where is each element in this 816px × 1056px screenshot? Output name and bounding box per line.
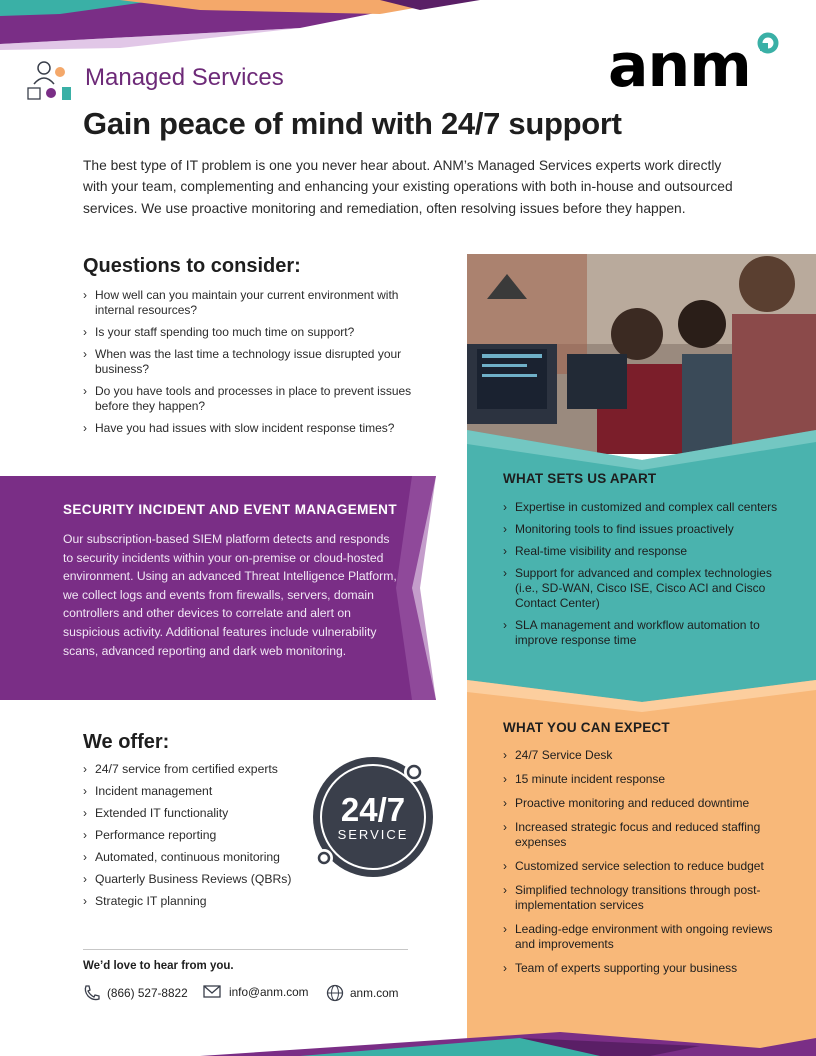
bullet-chevron-icon: › [503,883,507,897]
list-item: › When was the last time a technology issue disrupted your business? [83,347,402,376]
contact-divider [83,949,408,950]
bullet-chevron-icon: › [503,922,507,936]
list-item: › Leading-edge environment with ongoing reviews and improvements [503,922,773,951]
siem-heading: SECURITY INCIDENT AND EVENT MANAGEMENT [63,502,397,517]
bullet-chevron-icon: › [503,618,507,632]
badge-label: SERVICE [337,827,409,842]
list-item: › Is your staff spending too much time on support? [83,325,355,339]
questions-heading: Questions to consider: [83,255,301,277]
questions-list [83,288,413,443]
list-item: › How well can you maintain your current environment with internal resources? [83,288,399,317]
bullet-chevron-icon: › [83,850,87,864]
bullet-chevron-icon: › [503,820,507,834]
list-item: › Extended IT functionality [83,806,229,820]
bullet-chevron-icon: › [503,796,507,810]
bullet-chevron-icon: › [503,859,507,873]
logo-wordmark: anm [608,32,751,92]
list-item: › Incident management [83,784,213,798]
team-photo [467,254,816,454]
bullet-chevron-icon: › [83,384,87,398]
offer-list [83,762,291,916]
list-item: › 15 minute incident response [503,772,666,786]
bullet-chevron-icon: › [503,566,507,580]
phone-icon [83,984,101,1002]
bullet-chevron-icon: › [503,500,507,514]
list-item: › Support for advanced and complex technologies (i.e., SD-WAN, Cisco ISE, Cisco ACI and Cisco Contact Center) [503,566,772,610]
apart-section [503,471,778,648]
bullet-chevron-icon: › [83,828,87,842]
expect-heading: WHAT YOU CAN EXPECT [503,720,670,735]
list-item: › Quarterly Business Reviews (QBRs) [83,872,292,886]
bullet-chevron-icon: › [503,772,507,786]
bullet-chevron-icon: › [503,522,507,536]
bullet-chevron-icon: › [503,961,507,975]
list-item: › Real-time visibility and response [503,544,688,558]
page-title: Gain peace of mind with 24/7 support [83,106,622,141]
web-text: anm.com [350,986,399,1000]
siem-body: Our subscription-based SIEM platform detects and responds to security incidents within your on-premise or cloud-hosted environment. Using an advanced Threat Intelligence Platform, we collect logs and events from firewalls, servers, domain controllers and other devices to correlate and alert on suspicious activity. Additional features include vulnerability scans, advanced reporting and dark web monitoring. [63,532,397,658]
intro-paragraph: The best type of IT problem is one you never hear about. ANM’s Managed Services experts work directly with your team, complementing and enhancing your existing operations with both in-house and outsourced services. We use proactive monitoring and remediation, often resolving issues before they happen. [83,158,733,216]
bullet-chevron-icon: › [503,748,507,762]
bullet-chevron-icon: › [83,347,87,361]
managed-services-icon [26,58,76,104]
bullet-chevron-icon: › [83,288,87,302]
offer-heading: We offer: [83,731,170,753]
service-badge [306,750,440,884]
list-item: › Increased strategic focus and reduced staffing expenses [503,820,761,849]
list-item: › Have you had issues with slow incident response times? [83,421,395,435]
contact-phone[interactable] [83,984,188,1002]
list-item: › Team of experts supporting your business [503,961,738,975]
list-item: › Strategic IT planning [83,894,207,908]
bullet-chevron-icon: › [83,421,87,435]
expect-section [503,720,783,976]
badge-hours: 24/7 [340,791,406,828]
contact-web[interactable] [326,984,399,1002]
globe-icon [326,984,344,1002]
bottom-decorative-band [0,1018,816,1056]
list-item: › SLA management and workflow automation to improve response time [503,618,760,647]
list-item: › Proactive monitoring and reduced downtime [503,796,750,810]
bullet-chevron-icon: › [83,806,87,820]
list-item: › Monitoring tools to find issues proactively [503,522,734,536]
section-label: Managed Services [85,64,284,91]
bullet-chevron-icon: › [83,325,87,339]
list-item: › Expertise in customized and complex call centers [503,500,778,514]
email-icon [203,984,223,1000]
list-item: › Simplified technology transitions through post-implementation services [503,883,761,912]
contact-heading: We’d love to hear from you. [83,960,234,972]
expect-list [503,748,783,976]
anm-logo [608,32,788,92]
email-text: info@anm.com [229,985,309,999]
bullet-chevron-icon: › [503,544,507,558]
list-item: › 24/7 service from certified experts [83,762,278,776]
contact-email[interactable] [203,984,309,1000]
list-item: › Automated, continuous monitoring [83,850,280,864]
bullet-chevron-icon: › [83,762,87,776]
bullet-chevron-icon: › [83,894,87,908]
list-item: › Do you have tools and processes in place to prevent issues before they happen? [83,384,412,413]
list-item: › Performance reporting [83,828,217,842]
apart-list [503,500,778,648]
bullet-chevron-icon: › [83,872,87,886]
list-item: › Customized service selection to reduce budget [503,859,764,873]
phone-text: (866) 527-8822 [107,986,188,1000]
bullet-chevron-icon: › [83,784,87,798]
list-item: › 24/7 Service Desk [503,748,613,762]
apart-heading: WHAT SETS US APART [503,471,657,486]
